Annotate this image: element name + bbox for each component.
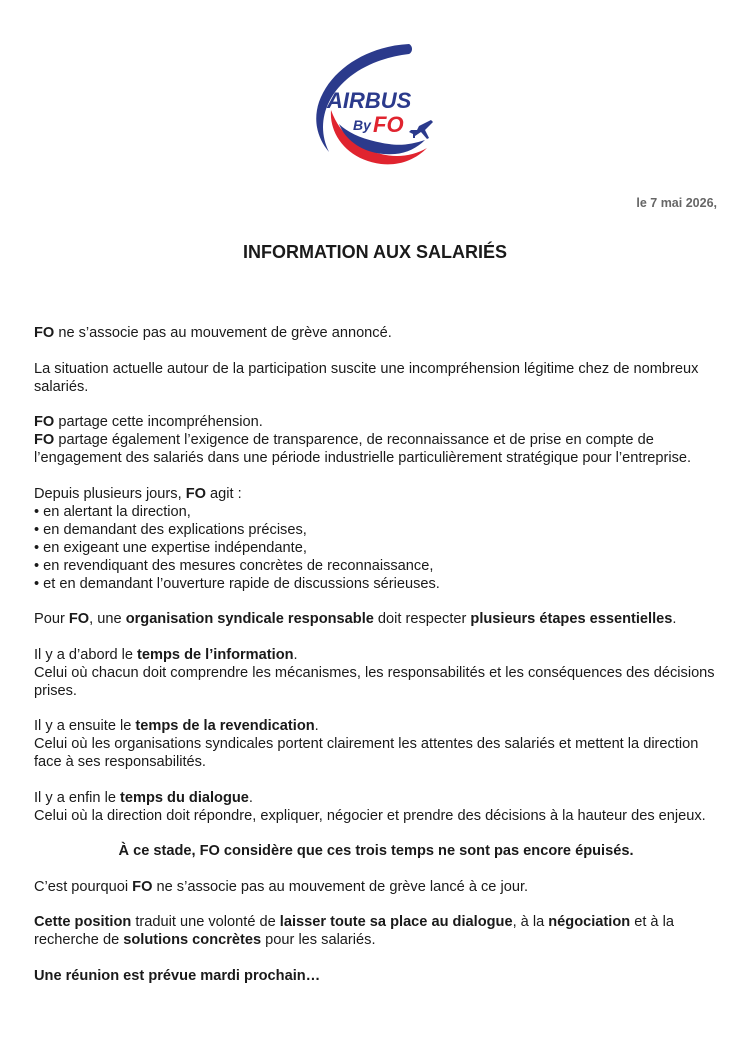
bold-text: organisation syndicale responsable [125, 611, 374, 627]
bold-text: négociation [548, 914, 631, 930]
line: Celui où les organisations syndicales portent clairement les attentes des salariés et mettent la direction face à ses responsabilités. [34, 736, 699, 770]
document-date: le 7 mai 2026, [636, 196, 717, 210]
bold-text: FO [185, 485, 206, 502]
text: . [672, 611, 677, 627]
bold-text: temps du dialogue [120, 789, 249, 806]
list-item: • en demandant des explications précises, [34, 521, 307, 538]
line [34, 789, 718, 807]
paragraph-11 [34, 913, 718, 949]
text: . [248, 789, 253, 806]
paragraph-1 [34, 324, 718, 342]
airbus-by-fo-logo [309, 40, 441, 174]
logo-plane-icon [409, 120, 433, 139]
line: Celui où chacun doit comprendre les mécanismes, les responsabilités et les conséquences des décisions prises. [34, 664, 715, 699]
text: doit respecter [373, 611, 471, 627]
text: ne s’associe pas au mouvement de grève lancé à ce jour. [152, 878, 529, 895]
document-title: INFORMATION AUX SALARIÉS [243, 242, 507, 262]
paragraph-3 [34, 413, 718, 467]
document-body [34, 324, 718, 1002]
bold-text: FO [68, 611, 90, 627]
bold-text: À ce stade, FO considère que ces trois temps ne sont pas encore épuisés. [118, 843, 634, 859]
list-item: • et en demandant l’ouverture rapide de discussions sérieuses. [34, 575, 440, 592]
text: . [293, 646, 298, 663]
bold-text: Une réunion est prévue mardi prochain… [34, 967, 321, 984]
logo-text-airbus: AIRBUS [327, 88, 412, 113]
text: Il y a ensuite le [34, 718, 136, 734]
paragraph-6 [34, 646, 718, 700]
line: Celui où la direction doit répondre, expliquer, négocier et prendre des décisions à la hauteur des enjeux. [34, 807, 706, 824]
paragraph-7 [34, 717, 718, 771]
text: traduit une volonté de [131, 914, 280, 930]
paragraph-12 [34, 967, 718, 985]
text: partage cette incompréhension. [54, 414, 263, 430]
bold-text: FO [34, 325, 55, 341]
text: La situation actuelle autour de la participation suscite une incompréhension légitime chez de nombreux salariés. [34, 360, 699, 395]
text: , une [89, 611, 126, 627]
line [34, 646, 718, 664]
text: agit : [205, 485, 242, 502]
text: Il y a enfin le [34, 789, 120, 806]
list-item: • en revendiquant des mesures concrètes de reconnaissance, [34, 557, 434, 574]
line [34, 717, 718, 735]
text: pour les salariés. [261, 932, 376, 948]
paragraph-8 [34, 789, 718, 825]
line [34, 431, 718, 467]
line [34, 413, 718, 431]
list-item: • en exigeant une expertise indépendante, [34, 539, 307, 556]
text: Il y a d’abord le [34, 646, 138, 663]
bold-text: FO [34, 432, 55, 448]
action-list [34, 503, 718, 593]
paragraph-10 [34, 878, 718, 896]
bold-text: Cette position [34, 914, 132, 930]
text: partage également l’exigence de transparence, de reconnaissance et de prise en compte de l’engagement des salariés dans une période industrielle particulièrement stratégique pour l’entreprise. [34, 432, 692, 466]
paragraph-9-highlight [34, 842, 718, 860]
bold-text: solutions concrètes [123, 932, 262, 948]
text: , à la [512, 914, 549, 930]
bold-text: temps de l’information [137, 646, 294, 663]
paragraph-4-intro [34, 485, 718, 503]
logo-text-by: By [353, 117, 371, 133]
bold-text: temps de la revendication [135, 718, 315, 734]
text: C’est pourquoi [34, 878, 133, 895]
paragraph-2 [34, 360, 718, 396]
list-item: • en alertant la direction, [34, 503, 191, 520]
text: et à la recherche de [34, 914, 674, 948]
bold-text: FO [34, 414, 55, 430]
text: Pour [34, 611, 69, 627]
text: ne s’associe pas au mouvement de grève annoncé. [54, 325, 392, 341]
text: Depuis plusieurs jours, [34, 485, 186, 502]
bold-text: plusieurs étapes essentielles [470, 611, 673, 627]
paragraph-5 [34, 610, 718, 628]
logo-text-fo: FO [373, 112, 404, 137]
text: . [314, 718, 319, 734]
bold-text: laisser toute sa place au dialogue [279, 914, 513, 930]
bold-text: FO [132, 878, 153, 895]
